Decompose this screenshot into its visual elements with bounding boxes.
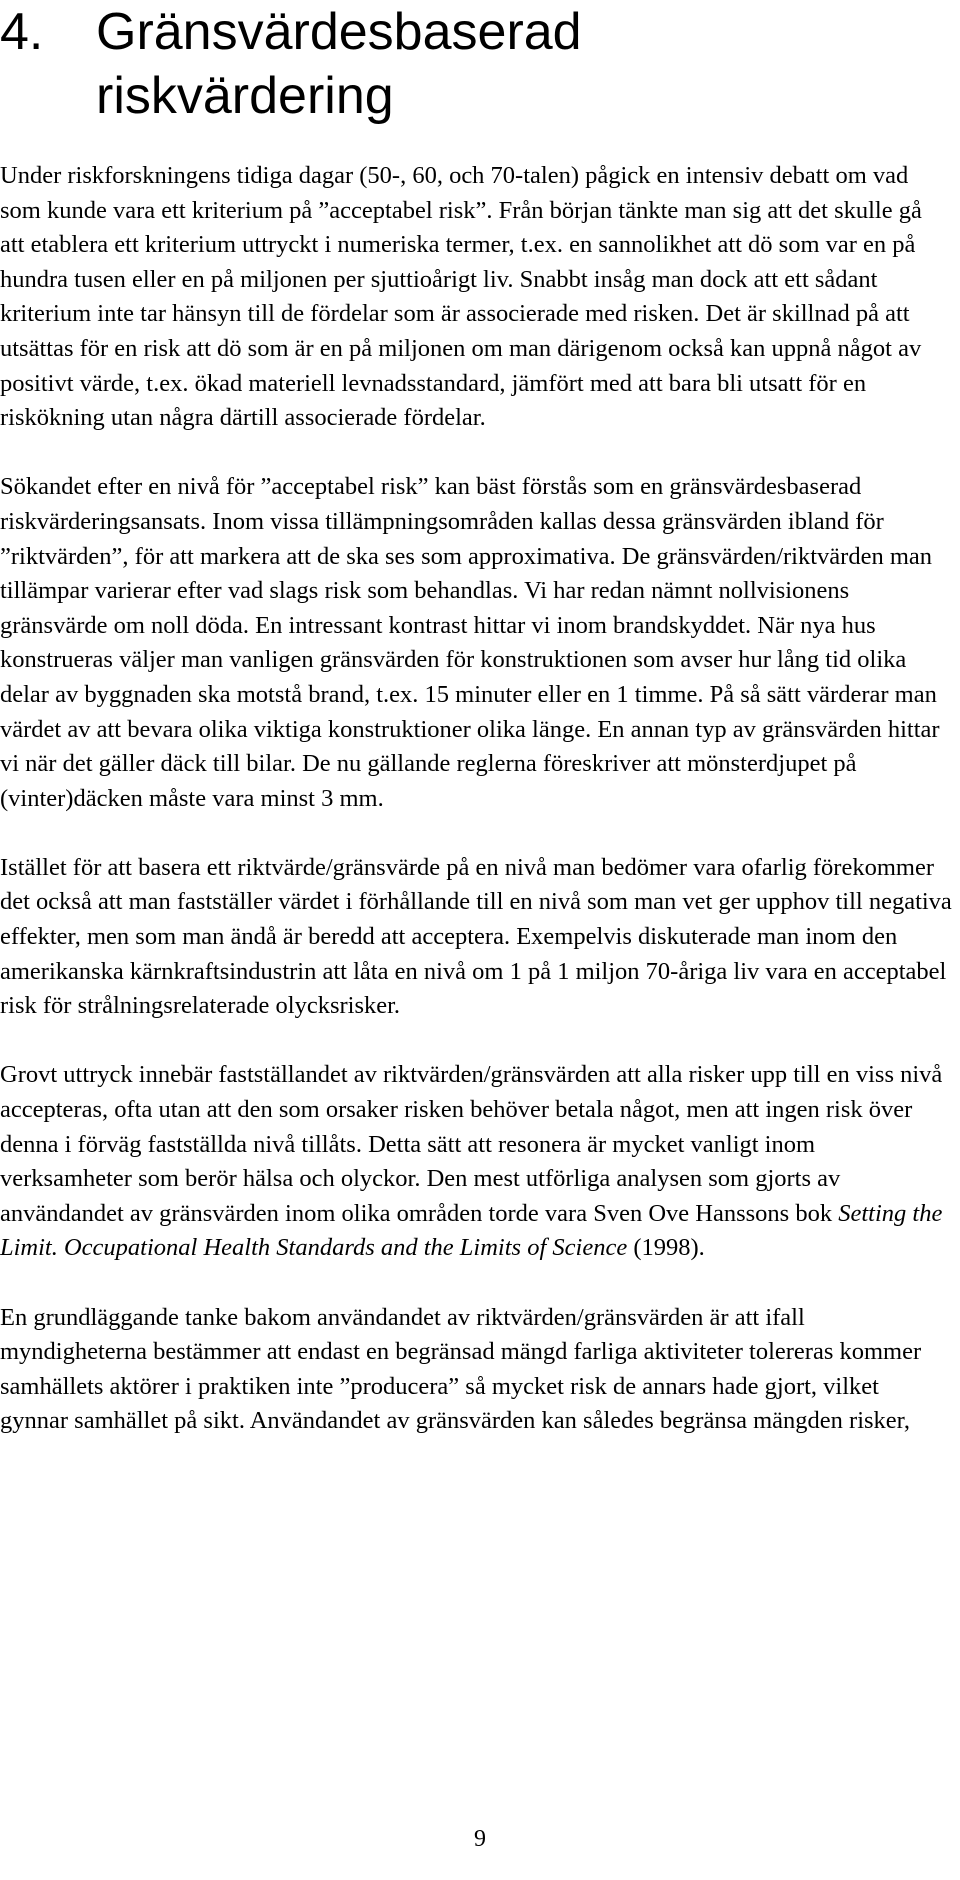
page-number: 9 bbox=[474, 1826, 486, 1852]
paragraph-5: En grundläggande tanke bakom användandet av riktvärden/gränsvärden är att ifall myndigheterna bestämmer att endast en begränsad mängd farliga aktiviteter tolereras kommer samhällets aktörer i praktiken inte ”producera” så mycket risk de annars hade gjort, vilket gynnar samhället på sikt. Användandet av gränsvärden kan således begränsa mängden risker, bbox=[0, 1303, 922, 1435]
paragraph-1: Under riskforskningens tidiga dagar (50-, 60, och 70-talen) pågick en intensiv debatt om vad som kunde vara ett kriterium på ”acceptabel risk”. Från början tänkte man sig att det skulle gå att etablera ett kriterium uttryckt i numeriska termer, t.ex. en sannolikhet att dö som var en på hundra tusen eller en på miljonen per sjuttioårigt liv. Snabbt insåg man dock att ett sådant kriterium inte tar hänsyn till de fördelar som är associerade med risken. Det är skillnad på att utsättas för en risk att dö som är en på miljonen om man därigenom också kan uppnå något av positivt värde, t.ex. ökad materiell levnadsstandard, jämfört med att bara bli utsatt för en riskökning utan några därtill associerade fördelar. bbox=[0, 162, 922, 432]
section-heading bbox=[0, 0, 940, 128]
section-number: 4. bbox=[0, 3, 44, 61]
paragraph-4-text: Grovt uttryck innebär fastställandet av riktvärden/gränsvärden att alla risker upp till en viss nivå accepteras, ofta utan att den som orsaker risken behöver betala något, men att ingen risk över denna i förväg fastställda nivå tillåts. Detta sätt att resonera är mycket vanligt inom verksamheter som berör hälsa och olyckor. Den mest utförliga analysen som gjorts av användandet av gränsvärden inom olika områden torde vara Sven Ove Hanssons bok bbox=[0, 1061, 943, 1227]
paragraph-4-year: (1998). bbox=[627, 1234, 705, 1262]
paragraph-2: Sökandet efter en nivå för ”acceptabel risk” kan bäst förstås som en gränsvärdesbaserad riskvärderingsansats. Inom vissa tillämpningsområden kallas dessa gränsvärden ibland för ”riktvärden”, för att markera att de ska ses som approximativa. De gränsvärden/riktvärden man tillämpar varierar efter vad slags risk som behandlas. Vi har redan nämnt nollvisionens gränsvärde om noll döda. En intressant kontrast hittar vi inom brandskyddet. När nya hus konstrueras väljer man vanligen gränsvärden för konstruktionen som avser hur lång tid olika delar av byggnaden ska motstå brand, t.ex. 15 minuter eller en 1 timme. På så sätt värderar man värdet av att bevara olika viktiga konstruktioner olika länge. En annan typ av gränsvärden hittar vi när det gäller däck till bilar. De nu gällande reglerna föreskriver att mönsterdjupet på (vinter)däcken måste vara minst 3 mm. bbox=[0, 473, 940, 812]
section-title-line-1: Gränsvärdesbaserad bbox=[96, 3, 582, 61]
body-text bbox=[0, 159, 952, 1439]
paragraph-3: Istället för att basera ett riktvärde/gränsvärde på en nivå man bedömer vara ofarlig förekommer det också att man fastställer värdet i förhållande till en nivå som man vet ger upphov till negativa effekter, men som man ändå är beredd att acceptera. Exempelvis diskuterade man inom den amerikanska kärnkraftsindustrin att låta en nivå om 1 på 1 miljon 70-åriga liv vara en acceptabel risk för strålningsrelaterade olycksrisker. bbox=[0, 853, 952, 1020]
section-title-line-2: riskvärdering bbox=[96, 67, 394, 125]
book-title: Setting the Limit. Occupational Health Standards and the Limits of Science bbox=[0, 1199, 943, 1262]
paragraph-4 bbox=[0, 1058, 952, 1266]
